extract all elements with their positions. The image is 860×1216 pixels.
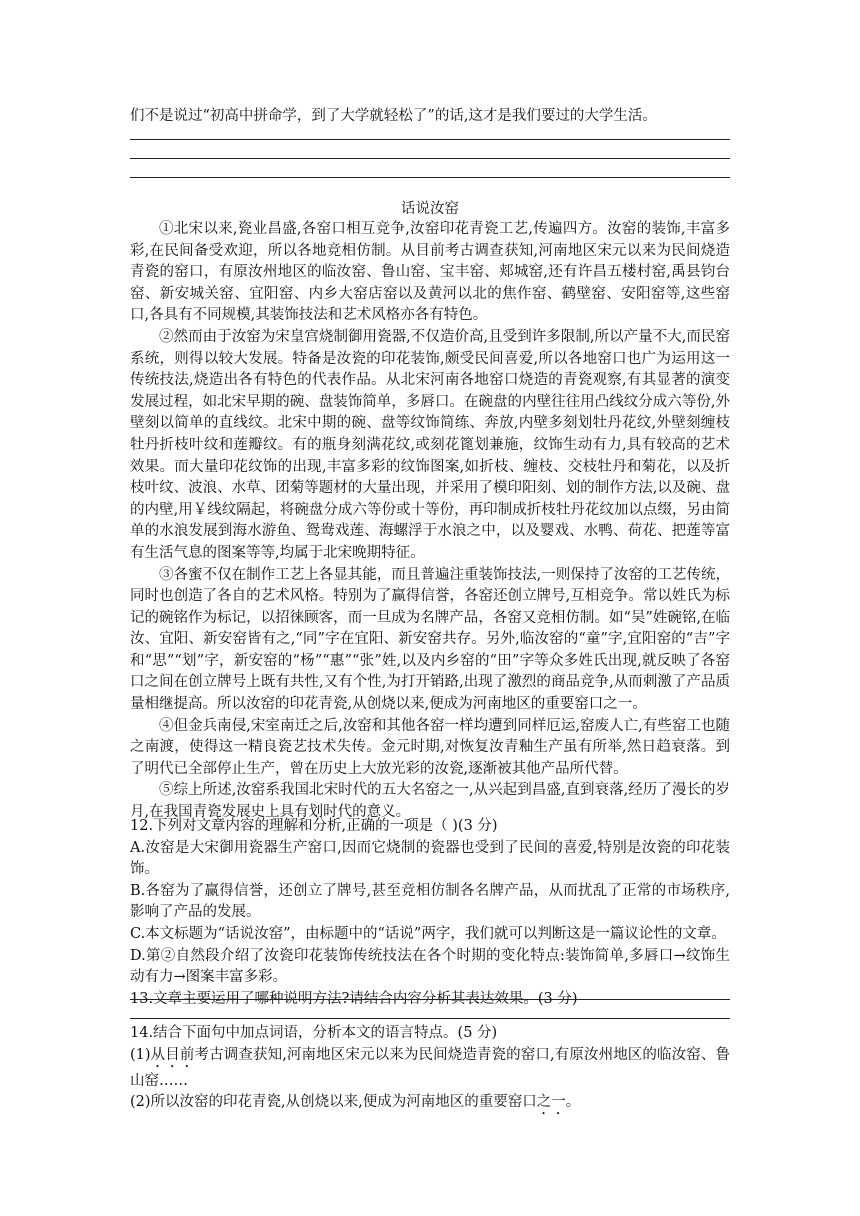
sentence-2-prefix: (2)所以汝窑的印花青瓷,从创烧以来,便成为河南地区的重要窑口 — [130, 1094, 537, 1111]
question-14-stem: 14.结合下面句中加点词语，分析本文的语言特点。(5 分) — [130, 1025, 498, 1041]
paragraph-1: ①北宋以来,瓷业昌盛,各窑口相互竞争,汝窑印花青瓷工艺,传遍四方。汝窑的装饰,丰富多彩,在民间备受欢迎，所以各地竞相仿制。从目前考古调查获知,河南地区宋元以来为民间烧造青瓷的窑口，有原汝州地区的临汝窑、鲁山窑、宝丰窑、郏城窑,还有许昌五楼村窑,禹县钧台窑、新安城关窑、宜阳窑、内乡大窑店窑以及黄河以北的焦作窑、鹤壁窑、安阳窑等,这些窑口,各具有不同规模,其装饰技法和艺术风格亦各有特色。 — [130, 221, 730, 324]
sentence-2-suffix: 。 — [565, 1094, 581, 1111]
article-body — [130, 219, 730, 824]
dotted-word-2: 之一 — [536, 1094, 566, 1111]
option-d: D.第②自然段介绍了汝瓷印花装饰传统技法在各个时期的变化特点:装饰简单,多唇口→纹饰生动有力→图案丰富多彩。 — [130, 947, 730, 986]
paragraph-5: ⑤综上所述,汝窑系我国北宋时代的五大名窑之一,从兴起到昌盛,直到衰落,经历了漫长的岁月,在我国青瓷发展史上具有划时代的意义。 — [130, 782, 730, 821]
answer-line-1 — [130, 139, 730, 140]
question-12-stem: 12.下列对文章内容的理解和分析,正确的一项是（ )(3 分) — [130, 818, 498, 834]
answer-line-2 — [130, 158, 730, 159]
paragraph-4: ④但金兵南侵,宋室南迁之后,汝窑和其他各窑一样均遭到同样厄运,窑废人亡,有些窑工也随之南渡，使得这一精良瓷艺技术失传。金元时期,对恢复汝青釉生产虽有所举,然日趋衰落。到了明代已全部停止生产，曾在历史上大放光彩的汝瓷,逐渐被其他产品所代替。 — [130, 717, 730, 777]
question-12 — [130, 816, 730, 1010]
paragraph-3: ③各蜜不仅在制作工艺上各显其能，而且普遍注重装饰技法,一则保持了汝窑的工艺传统，同时也创造了各自的艺术风格。特别为了赢得信誉，各窑还创立牌号,互相竞争。常以姓氏为标记的碗铭作为标记，以招徕顾客，而一旦成为名牌产品，各窑又竞相仿制。如“吴”姓碗铭,在临汝、宜阳、新安窑皆有之,“同”字在宜阳、新安窑共存。另外,临汝窑的“童”字,宜阳窑的“吉”字和“思”“划”字，新安窑的“杨”“惠”“张”姓,以及内乡窑的“田”字等众多姓氏出现,就反映了各窑口之间在创立牌号上既有共性,又有个性,为打开销路,出现了激烈的商品竞争,从而刺激了产品质量相继提高。所以汝窑的印花青瓷,从创烧以来,便成为河南地区的重要窑口之一。 — [130, 566, 730, 713]
question-13-stem: 13.文章主要运用了哪种说明方法?请结合内容分析其表达效果。(3 分) — [130, 990, 578, 1007]
answer-line-4 — [130, 999, 730, 1000]
question-14 — [130, 1023, 730, 1118]
option-c: C.本文标题为“话说汝窑”，由标题中的“话说”两字，我们就可以判断这是一篇议论性的文章。 — [130, 925, 726, 942]
sentence-1-rest: 考古调查获知,河南地区宋元以来为民间烧造青瓷的窑口,有原汝州地区的临汝窑、鲁山窑…… — [130, 1046, 731, 1089]
article-title: 话说汝窑 — [401, 201, 459, 217]
sentence-1 — [130, 1045, 730, 1093]
option-b: B.各窑为了赢得信誉，还创立了牌号,甚至竞相仿制各名牌产品，从而扰乱了正常的市场秩序,影响了产品的发展。 — [130, 882, 730, 921]
answer-line-3 — [130, 177, 730, 178]
sentence-1-prefix: (1) — [130, 1046, 151, 1063]
paragraph-2: ②然而由于汝窑为宋皇宫烧制御用瓷器,不仅造价高,且受到许多限制,所以产量不大,而民窑系统，则得以较大发展。特备是汝瓷的印花装饰,颇受民间喜爱,所以各地窑口也广为运用这一传统技法,烧造出各有特色的代表作品。从北宋河南各地窑口烧造的青瓷观察,有其显著的演变发展过程，如北宋早期的碗、盘装饰简单，多唇口。在碗盘的内壁往往用凸线纹分成六等份,外壁刻以简单的直线纹。北宋中期的碗、盘等纹饰简练、奔放,内壁多刻划牡丹花纹,外壁刻缠枝牡丹折枝叶纹和莲瓣纹。有的瓶身刻满花纹,或刻花篦划兼施，纹饰生动有力,具有较高的艺术效果。而大量印花纹饰的出现,丰富多彩的纹饰图案,如折枝、缠枝、交枝牡丹和菊花，以及折枝叶纹、波浪、水草、团菊等题材的大量出现，并采用了模印阳刻、划的制作方法,以及碗、盘的内壁,用￥线纹隔起，将碗盘分成六等份或十等份，再印制成折枝牡丹花纹加以点缀，另由简单的水浪发展到海水游鱼、鸳鸯戏莲、海螺浮于水浪之中，以及婴戏、水鸭、荷花、把莲等富有生活气息的图案等等,均属于北宋晚期特征。 — [130, 328, 730, 561]
sentence-2 — [130, 1092, 730, 1118]
option-a: A.汝窑是大宋御用瓷器生产窑口,因而它烧制的瓷器也受到了民间的喜爱,特别是汝瓷的印花装饰。 — [130, 839, 730, 878]
answer-line-5 — [130, 1018, 730, 1019]
intro-line: 们不是说过“初高中拼命学，到了大学就轻松了”的话,这才是我们要过的大学生活。 — [130, 108, 657, 124]
dotted-word-1: 从目前 — [150, 1046, 195, 1063]
